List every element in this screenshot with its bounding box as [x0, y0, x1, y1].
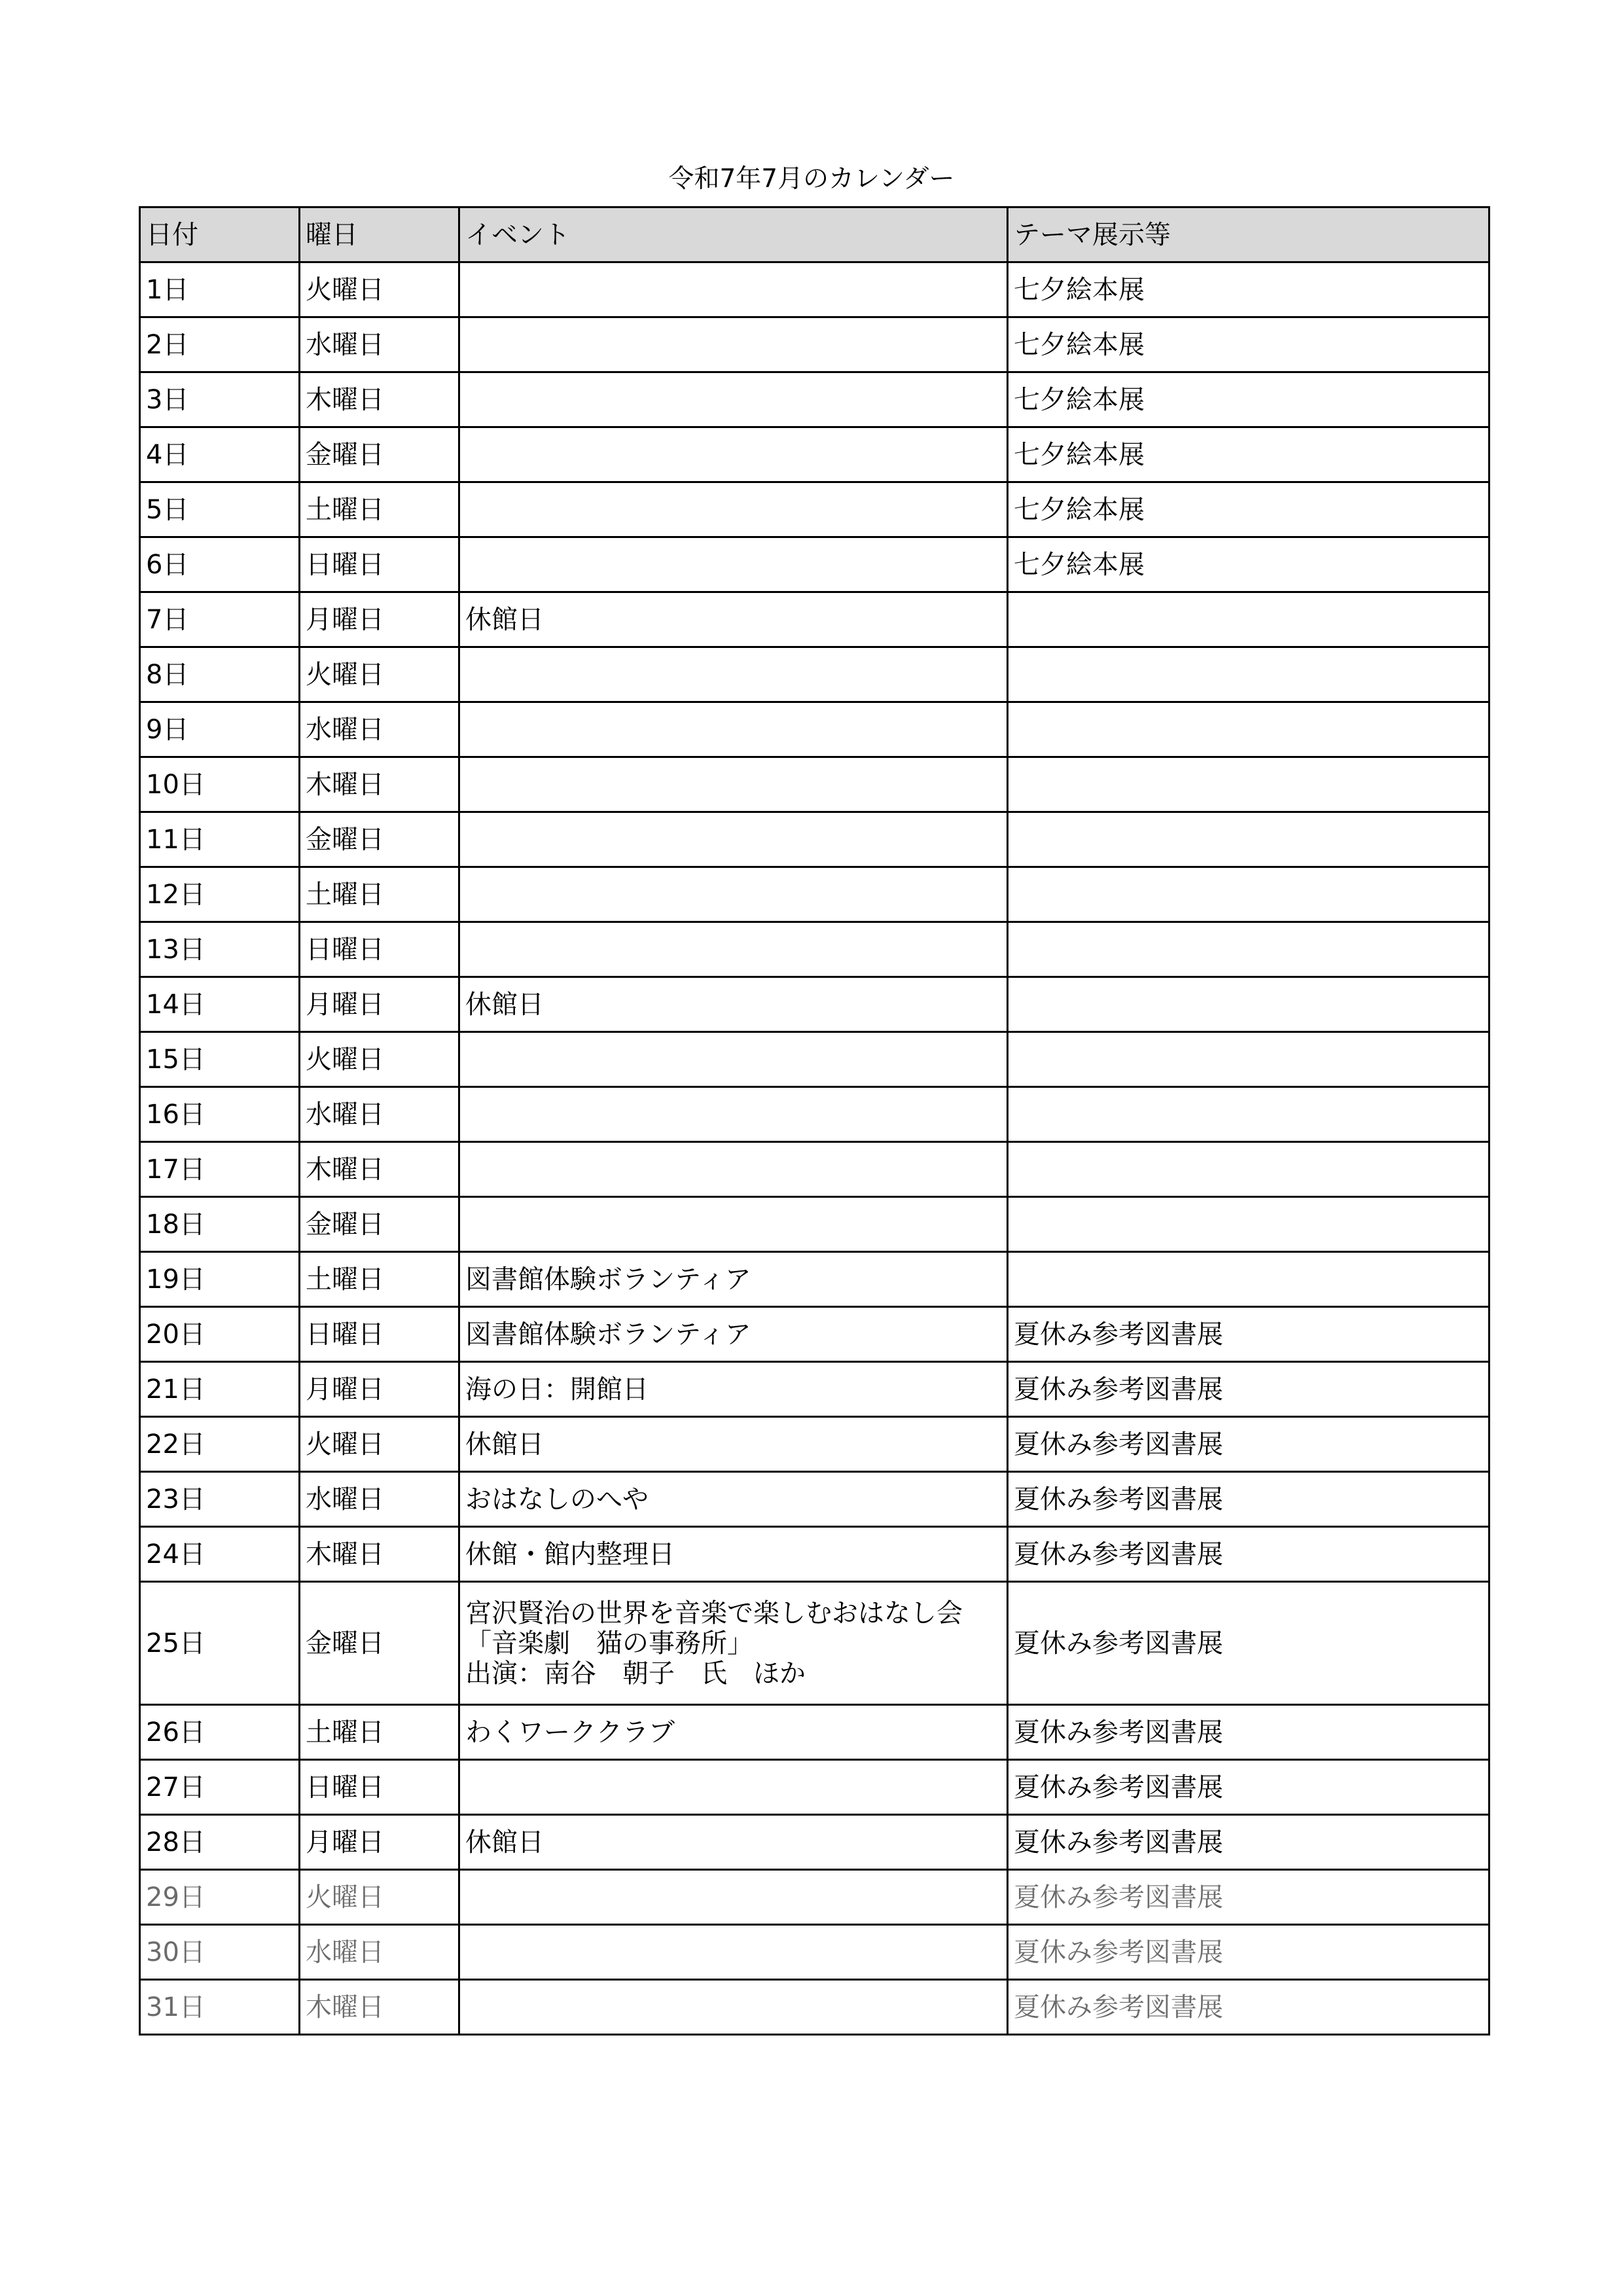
table-row: [140, 1705, 1489, 1760]
theme-cell: 七夕絵本展: [1008, 537, 1489, 592]
theme-cell: [1008, 592, 1489, 647]
weekday-cell: 金曜日: [300, 1197, 459, 1252]
theme-cell: 夏休み参考図書展: [1008, 1925, 1489, 1980]
weekday-cell: 火曜日: [300, 1032, 459, 1087]
weekday-cell: 金曜日: [300, 812, 459, 867]
table-row: [140, 977, 1489, 1032]
table-row: [140, 1472, 1489, 1527]
table-row: [140, 372, 1489, 427]
table-row: [140, 1582, 1489, 1705]
date-cell: 20日: [140, 1307, 300, 1362]
event-cell: [459, 1870, 1008, 1925]
event-cell: [459, 372, 1008, 427]
weekday-cell: 金曜日: [300, 1582, 459, 1705]
theme-cell: [1008, 977, 1489, 1032]
weekday-cell: 木曜日: [300, 372, 459, 427]
table-row: [140, 1527, 1489, 1582]
event-cell: [459, 812, 1008, 867]
date-cell: 4日: [140, 427, 300, 482]
table-row: [140, 317, 1489, 372]
table-row: [140, 592, 1489, 647]
event-line: 「音楽劇 猫の事務所」: [465, 1628, 753, 1659]
date-cell: 15日: [140, 1032, 300, 1087]
date-cell: 14日: [140, 977, 300, 1032]
event-cell: [459, 1472, 1008, 1527]
theme-cell: 夏休み参考図書展: [1008, 1417, 1489, 1472]
table-row: [140, 427, 1489, 482]
theme-cell: 七夕絵本展: [1008, 372, 1489, 427]
date-cell: 7日: [140, 592, 300, 647]
date-cell: 13日: [140, 922, 300, 977]
event-cell: [459, 1417, 1008, 1472]
date-cell: 9日: [140, 702, 300, 757]
date-cell: 6日: [140, 537, 300, 592]
theme-cell: [1008, 1197, 1489, 1252]
theme-cell: [1008, 647, 1489, 702]
event-line: 海の日：開館日: [465, 1374, 649, 1405]
event-cell: [459, 1527, 1008, 1582]
table-row: [140, 1870, 1489, 1925]
theme-cell: 七夕絵本展: [1008, 427, 1489, 482]
table-row: [140, 647, 1489, 702]
table-row: [140, 1980, 1489, 2035]
date-cell: 5日: [140, 482, 300, 537]
theme-cell: [1008, 1087, 1489, 1142]
weekday-cell: 水曜日: [300, 1925, 459, 1980]
weekday-cell: 月曜日: [300, 977, 459, 1032]
event-cell: [459, 1705, 1008, 1760]
event-cell: [459, 867, 1008, 922]
event-cell: [459, 1362, 1008, 1417]
date-cell: 11日: [140, 812, 300, 867]
event-cell: [459, 427, 1008, 482]
event-line: 出演：南谷 朝子 氏 ほか: [465, 1658, 806, 1689]
event-line: 休館日: [465, 989, 544, 1020]
table-row: [140, 482, 1489, 537]
event-cell: [459, 757, 1008, 812]
header-row: [140, 207, 1489, 262]
date-cell: 12日: [140, 867, 300, 922]
weekday-cell: 土曜日: [300, 1252, 459, 1307]
event-line: 休館日: [465, 1429, 544, 1460]
event-cell: [459, 1582, 1008, 1705]
table-row: [140, 812, 1489, 867]
weekday-cell: 木曜日: [300, 1527, 459, 1582]
date-cell: 10日: [140, 757, 300, 812]
date-cell: 16日: [140, 1087, 300, 1142]
theme-cell: 夏休み参考図書展: [1008, 1362, 1489, 1417]
weekday-cell: 水曜日: [300, 317, 459, 372]
theme-cell: [1008, 812, 1489, 867]
table-row: [140, 757, 1489, 812]
table-row: [140, 867, 1489, 922]
theme-cell: 七夕絵本展: [1008, 317, 1489, 372]
header-weekday: 曜日: [300, 207, 459, 262]
weekday-cell: 月曜日: [300, 1815, 459, 1870]
date-cell: 17日: [140, 1142, 300, 1197]
weekday-cell: 火曜日: [300, 1870, 459, 1925]
theme-cell: [1008, 867, 1489, 922]
event-line: 休館・館内整理日: [465, 1539, 675, 1570]
theme-cell: 夏休み参考図書展: [1008, 1582, 1489, 1705]
table-row: [140, 702, 1489, 757]
date-cell: 27日: [140, 1760, 300, 1815]
event-line: 図書館体験ボランティア: [465, 1319, 751, 1350]
theme-cell: 夏休み参考図書展: [1008, 1472, 1489, 1527]
theme-cell: 夏休み参考図書展: [1008, 1307, 1489, 1362]
weekday-cell: 木曜日: [300, 757, 459, 812]
table-row: [140, 1417, 1489, 1472]
event-cell: [459, 317, 1008, 372]
event-cell: [459, 1307, 1008, 1362]
event-cell: [459, 1815, 1008, 1870]
date-cell: 22日: [140, 1417, 300, 1472]
calendar-body: [140, 262, 1489, 2035]
table-row: [140, 1252, 1489, 1307]
date-cell: 31日: [140, 1980, 300, 2035]
event-cell: [459, 537, 1008, 592]
table-row: [140, 1087, 1489, 1142]
event-line: 休館日: [465, 604, 544, 635]
table-row: [140, 1307, 1489, 1362]
weekday-cell: 日曜日: [300, 1760, 459, 1815]
event-line: 宮沢賢治の世界を音楽で楽しむおはなし会: [465, 1598, 963, 1628]
event-line: わくワーククラブ: [465, 1717, 675, 1748]
table-row: [140, 1032, 1489, 1087]
table-row: [140, 537, 1489, 592]
weekday-cell: 土曜日: [300, 867, 459, 922]
weekday-cell: 火曜日: [300, 1417, 459, 1472]
event-cell: [459, 1760, 1008, 1815]
theme-cell: [1008, 1252, 1489, 1307]
theme-cell: 夏休み参考図書展: [1008, 1705, 1489, 1760]
event-cell: [459, 1925, 1008, 1980]
theme-cell: 夏休み参考図書展: [1008, 1527, 1489, 1582]
date-cell: 23日: [140, 1472, 300, 1527]
date-cell: 26日: [140, 1705, 300, 1760]
date-cell: 8日: [140, 647, 300, 702]
weekday-cell: 水曜日: [300, 1087, 459, 1142]
date-cell: 19日: [140, 1252, 300, 1307]
date-cell: 2日: [140, 317, 300, 372]
event-cell: [459, 592, 1008, 647]
weekday-cell: 日曜日: [300, 1307, 459, 1362]
theme-cell: 夏休み参考図書展: [1008, 1980, 1489, 2035]
header-date: 日付: [140, 207, 300, 262]
theme-cell: 七夕絵本展: [1008, 262, 1489, 317]
event-cell: [459, 977, 1008, 1032]
theme-cell: [1008, 757, 1489, 812]
weekday-cell: 水曜日: [300, 1472, 459, 1527]
table-row: [140, 1142, 1489, 1197]
event-cell: [459, 1197, 1008, 1252]
weekday-cell: 月曜日: [300, 1362, 459, 1417]
theme-cell: 夏休み参考図書展: [1008, 1760, 1489, 1815]
table-row: [140, 1362, 1489, 1417]
event-line: おはなしのへや: [465, 1484, 649, 1515]
date-cell: 21日: [140, 1362, 300, 1417]
event-line: 図書館体験ボランティア: [465, 1264, 751, 1295]
event-cell: [459, 1087, 1008, 1142]
event-cell: [459, 1980, 1008, 2035]
event-cell: [459, 1032, 1008, 1087]
page-title: 令和7年7月のカレンダー: [668, 164, 955, 194]
event-cell: [459, 482, 1008, 537]
header-event: イベント: [459, 207, 1008, 262]
weekday-cell: 月曜日: [300, 592, 459, 647]
event-line: 休館日: [465, 1827, 544, 1857]
theme-cell: [1008, 702, 1489, 757]
weekday-cell: 水曜日: [300, 702, 459, 757]
table-row: [140, 1760, 1489, 1815]
date-cell: 3日: [140, 372, 300, 427]
theme-cell: [1008, 922, 1489, 977]
date-cell: 30日: [140, 1925, 300, 1980]
date-cell: 28日: [140, 1815, 300, 1870]
table-row: [140, 922, 1489, 977]
event-cell: [459, 702, 1008, 757]
weekday-cell: 土曜日: [300, 482, 459, 537]
calendar-table: [139, 206, 1490, 2036]
weekday-cell: 日曜日: [300, 537, 459, 592]
weekday-cell: 木曜日: [300, 1980, 459, 2035]
weekday-cell: 金曜日: [300, 427, 459, 482]
date-cell: 1日: [140, 262, 300, 317]
date-cell: 24日: [140, 1527, 300, 1582]
event-cell: [459, 1252, 1008, 1307]
weekday-cell: 土曜日: [300, 1705, 459, 1760]
event-cell: [459, 1142, 1008, 1197]
theme-cell: 夏休み参考図書展: [1008, 1870, 1489, 1925]
table-row: [140, 1815, 1489, 1870]
date-cell: 18日: [140, 1197, 300, 1252]
weekday-cell: 木曜日: [300, 1142, 459, 1197]
event-cell: [459, 262, 1008, 317]
weekday-cell: 火曜日: [300, 262, 459, 317]
date-cell: 25日: [140, 1582, 300, 1705]
theme-cell: 夏休み参考図書展: [1008, 1815, 1489, 1870]
theme-cell: [1008, 1032, 1489, 1087]
event-cell: [459, 647, 1008, 702]
date-cell: 29日: [140, 1870, 300, 1925]
table-row: [140, 1197, 1489, 1252]
weekday-cell: 日曜日: [300, 922, 459, 977]
table-row: [140, 1925, 1489, 1980]
header-theme: テーマ展示等: [1008, 207, 1489, 262]
event-cell: [459, 922, 1008, 977]
theme-cell: 七夕絵本展: [1008, 482, 1489, 537]
weekday-cell: 火曜日: [300, 647, 459, 702]
table-row: [140, 262, 1489, 317]
theme-cell: [1008, 1142, 1489, 1197]
